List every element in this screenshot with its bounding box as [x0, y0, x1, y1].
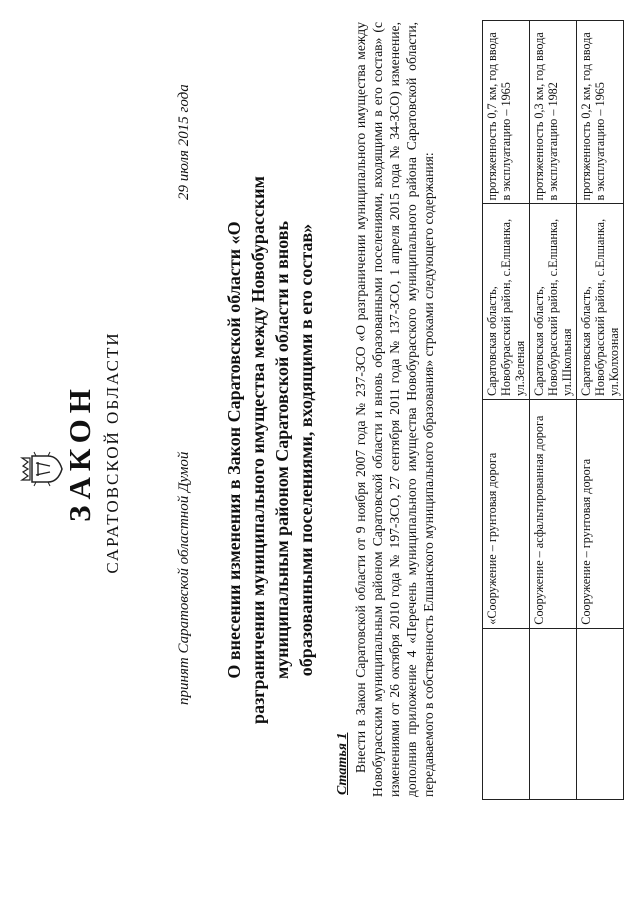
adopted-by-line: принят Саратовской областной Думой	[176, 451, 192, 705]
table-cell-details: протяженность 0,7 км, год ввода в эксплуатацию – 1965	[483, 21, 530, 204]
table-cell-details: протяженность 0,2 км, год ввода в эксплуатацию – 1965	[577, 21, 624, 204]
table-cell-address: Саратовская область, Новобурасский район, с.Елшанка, ул.Школьная	[530, 204, 577, 400]
article-body: Внести в Закон Саратовской области от 9 ноября 2007 года № 237-ЗСО «О разграничении муниципального имущества между Новобурасским муниципальным районом Саратовской области и вновь образованными поселениями, входящими в его состав» (с изменениями от 26 октября 2010 года № 197-ЗСО, 27 сентября 2011 года № 137-ЗСО, 1 апреля 2015 года № 34-ЗСО) изменение, дополнив приложение 4 «Перечень муниципального имущества Новобурасского муниципального района Саратовской области, передаваемого в собственность Елшанского муниципального образования» строками следующего содержания:	[353, 22, 436, 797]
coat-of-arms-icon	[20, 450, 64, 488]
table-cell-address: Саратовская область, Новобурасский район, с.Елшанка, ул.Колхозная	[577, 204, 624, 400]
table-cell-name: Сооружение – грунтовая дорога	[577, 399, 624, 628]
law-heading: О внесении изменения в Закон Саратовской области «О разграничении муниципального имущества между Новобурасским муниципальным районом Саратовской области и вновь образованными поселениями, входящими в его состав»	[224, 176, 316, 724]
table-cell-address: Саратовская область, Новобурасский район, с.Елшанка, ул.Зеленая	[483, 204, 530, 400]
table-cell-details: протяженность 0,3 км, год ввода в эксплуатацию – 1982	[530, 21, 577, 204]
table-cell-name: «Сооружение – грунтовая дорога	[483, 399, 530, 628]
table-cell-empty	[577, 628, 624, 799]
law-subtitle: САРАТОВСКОЙ ОБЛАСТИ	[103, 331, 122, 574]
table-row	[483, 21, 530, 800]
adoption-date: 29 июля 2015 года	[176, 84, 192, 200]
law-title: ЗАКОН	[62, 383, 97, 522]
table-row	[530, 21, 577, 800]
property-table	[482, 20, 624, 800]
table-cell-name: Сооружение – асфальтированная дорога	[530, 399, 577, 628]
table-cell-empty	[530, 628, 577, 799]
article-title: Статья 1	[335, 732, 350, 795]
table-cell-empty	[483, 628, 530, 799]
table-row	[577, 21, 624, 800]
